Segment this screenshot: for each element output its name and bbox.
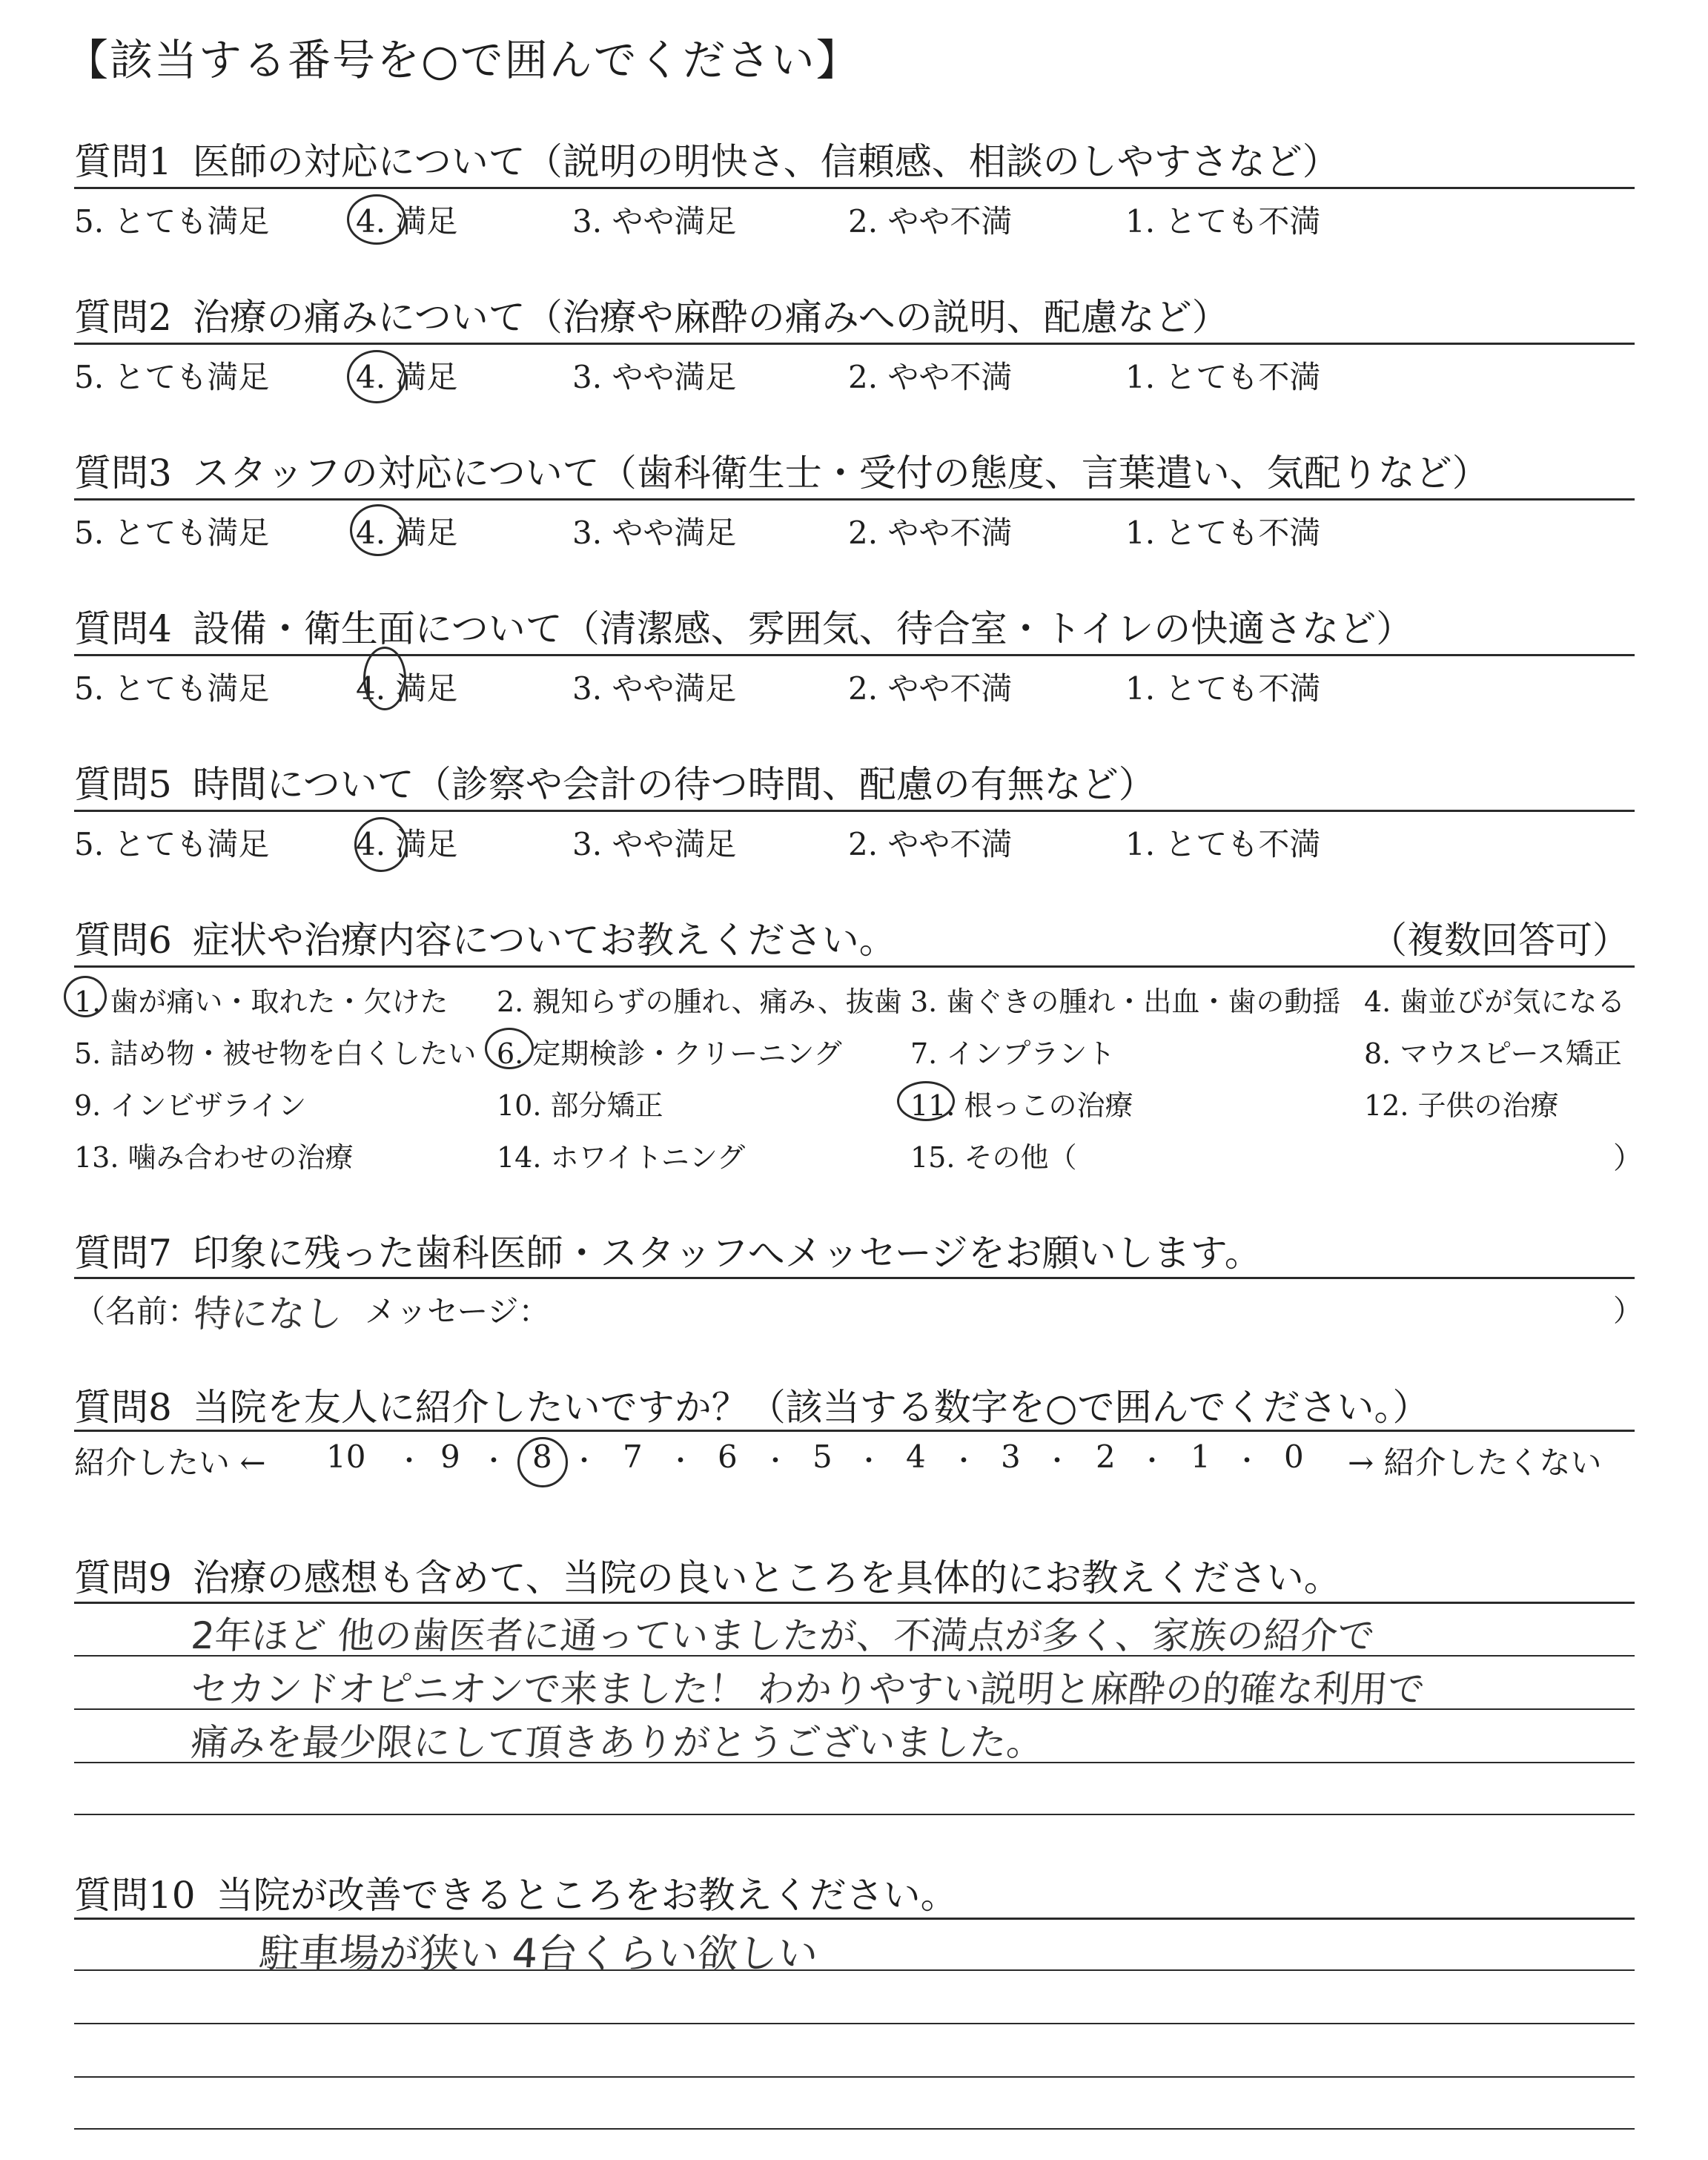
- message-label: メッセージ：: [365, 1293, 550, 1330]
- selected-circle-mark: [485, 1028, 534, 1069]
- close-paren: ）: [1613, 1294, 1643, 1328]
- question-text: 時間について（診察や会計の待つ時間、配慮の有無など）: [192, 763, 1156, 806]
- selected-circle-mark: [350, 504, 406, 556]
- question-text: 印象に残った歯科医師・スタッフへメッセージをお願いします。: [192, 1232, 1262, 1275]
- score-option[interactable]: 10: [326, 1439, 366, 1475]
- option-4[interactable]: 4. 満足: [356, 203, 458, 240]
- symptom-option[interactable]: 1. 歯が痛い・取れた・欠けた: [74, 985, 448, 1018]
- answer-line: [74, 2076, 1635, 2078]
- symptom-option[interactable]: 11. 根っこの治療: [910, 1089, 1133, 1122]
- handwritten-answer-line[interactable]: 2年ほど 他の歯医者に通っていましたが、不満点が多く、家族の紹介で: [189, 1614, 1377, 1657]
- symptom-option[interactable]: 15. その他（: [910, 1141, 1077, 1174]
- option-1[interactable]: 1. とても不満: [1125, 670, 1321, 707]
- score-option[interactable]: 1: [1191, 1439, 1211, 1475]
- separator: ・: [667, 1446, 695, 1476]
- score-option[interactable]: 8: [532, 1439, 552, 1475]
- selected-circle-mark: [897, 1081, 955, 1121]
- symptom-option[interactable]: 3. 歯ぐきの腫れ・出血・歯の動揺: [910, 985, 1341, 1018]
- option-3[interactable]: 3. やや満足: [572, 515, 737, 551]
- symptom-option[interactable]: 10. 部分矯正: [497, 1089, 663, 1122]
- divider: [74, 654, 1635, 656]
- selected-circle-mark: [354, 817, 408, 872]
- symptom-option[interactable]: 4. 歯並びが気になる: [1364, 985, 1626, 1018]
- symptom-option[interactable]: 13. 噛み合わせの治療: [74, 1141, 354, 1174]
- option-5[interactable]: 5. とても満足: [74, 826, 270, 862]
- option-2[interactable]: 2. やや不満: [848, 359, 1013, 395]
- separator: ・: [1044, 1446, 1071, 1476]
- symptom-option[interactable]: 7. インプラント: [910, 1037, 1116, 1070]
- answer-line: [74, 2128, 1635, 2130]
- recommend-left-label: 紹介したい ←: [74, 1444, 266, 1481]
- handwritten-answer-line[interactable]: セカンドオピニオンで来ました！ わかりやすい説明と麻酔の的確な利用で: [189, 1668, 1427, 1711]
- question-number: 質問10: [74, 1874, 196, 1917]
- answer-line: [74, 1918, 1635, 1920]
- option-5[interactable]: 5. とても満足: [74, 515, 270, 551]
- separator: ・: [571, 1446, 598, 1476]
- option-1[interactable]: 1. とても不満: [1125, 203, 1321, 240]
- selected-circle-mark: [347, 194, 406, 245]
- option-5[interactable]: 5. とても満足: [74, 203, 270, 240]
- question-text: 医師の対応について（説明の明快さ、信頼感、相談のしやすさなど）: [192, 140, 1340, 183]
- question-number: 質問8: [74, 1386, 172, 1429]
- option-3[interactable]: 3. やや満足: [572, 203, 737, 240]
- score-option[interactable]: 0: [1284, 1439, 1304, 1475]
- score-option[interactable]: 7: [623, 1439, 643, 1475]
- symptom-option[interactable]: 12. 子供の治療: [1364, 1089, 1559, 1122]
- question-number: 質問9: [74, 1556, 172, 1599]
- score-option[interactable]: 5: [812, 1439, 833, 1475]
- divider: [74, 343, 1635, 345]
- option-2[interactable]: 2. やや不満: [848, 515, 1013, 551]
- symptom-option[interactable]: 8. マウスピース矯正: [1364, 1037, 1622, 1070]
- answer-line: [74, 1602, 1635, 1604]
- handwritten-answer-line[interactable]: 痛みを最少限にして頂きありがとうございました。: [189, 1721, 1045, 1764]
- recommend-right-label: → 紹介したくない: [1348, 1444, 1602, 1481]
- option-4[interactable]: 4. 満足: [356, 515, 458, 551]
- selected-circle-mark: [517, 1437, 568, 1487]
- separator: ・: [762, 1446, 790, 1476]
- score-option[interactable]: 3: [1001, 1439, 1021, 1475]
- question-text: 当院が改善できるところをお教えください。: [216, 1874, 958, 1917]
- divider: [74, 187, 1635, 189]
- score-option[interactable]: 2: [1096, 1439, 1116, 1475]
- separator: ・: [950, 1446, 978, 1476]
- separator: ・: [855, 1446, 883, 1476]
- name-label: （名前：: [74, 1293, 199, 1330]
- separator: ・: [1234, 1446, 1261, 1476]
- question-text: 治療の痛みについて（治療や麻酔の痛みへの説明、配慮など）: [192, 296, 1229, 339]
- divider: [74, 810, 1635, 812]
- option-1[interactable]: 1. とても不満: [1125, 515, 1321, 551]
- score-option[interactable]: 6: [718, 1439, 738, 1475]
- score-option[interactable]: 9: [440, 1439, 460, 1475]
- option-4[interactable]: 4. 満足: [356, 359, 458, 395]
- option-2[interactable]: 2. やや不満: [848, 670, 1013, 707]
- question-number: 質問4: [74, 607, 172, 650]
- symptom-option[interactable]: 6. 定期検診・クリーニング: [497, 1037, 842, 1070]
- option-3[interactable]: 3. やや満足: [572, 670, 737, 707]
- question-text: 症状や治療内容についてお教えください。: [192, 919, 896, 962]
- symptom-option[interactable]: 5. 詰め物・被せ物を白くしたい: [74, 1037, 477, 1070]
- selected-circle-mark: [363, 647, 406, 710]
- symptom-option[interactable]: 2. 親知らずの腫れ、痛み、抜歯: [497, 985, 902, 1018]
- option-4[interactable]: 4. 満足: [356, 826, 458, 862]
- handwritten-name[interactable]: 特になし: [192, 1292, 344, 1335]
- symptom-option[interactable]: 14. ホワイトニング: [497, 1141, 746, 1174]
- question-text: 設備・衛生面について（清潔感、雰囲気、待合室・トイレの快適さなど）: [192, 607, 1414, 650]
- divider: [74, 1430, 1635, 1432]
- option-4[interactable]: 4. 満足: [356, 670, 458, 707]
- close-paren: ）: [1613, 1141, 1643, 1175]
- divider: [74, 498, 1635, 501]
- question-number: 質問1: [74, 140, 172, 183]
- answer-line: [74, 1814, 1635, 1815]
- option-2[interactable]: 2. やや不満: [848, 826, 1013, 862]
- question-number: 質問6: [74, 919, 172, 962]
- symptom-option[interactable]: 9. インビザライン: [74, 1089, 307, 1122]
- separator: ・: [1139, 1446, 1166, 1476]
- question-number: 質問2: [74, 296, 172, 339]
- question-number: 質問5: [74, 763, 172, 806]
- selected-circle-mark: [347, 350, 406, 403]
- option-2[interactable]: 2. やや不満: [848, 203, 1013, 240]
- question-text: 治療の感想も含めて、当院の良いところを具体的にお教えください。: [192, 1556, 1341, 1599]
- option-5[interactable]: 5. とても満足: [74, 359, 270, 395]
- question-text: スタッフの対応について（歯科衛生士・受付の態度、言葉遣い、気配りなど）: [192, 452, 1489, 495]
- question-number: 質問3: [74, 452, 172, 495]
- question-text: 当院を友人に紹介したいですか？（該当する数字を○で囲んでください。）: [192, 1386, 1430, 1429]
- divider: [74, 965, 1635, 968]
- option-5[interactable]: 5. とても満足: [74, 670, 270, 707]
- handwritten-answer-line[interactable]: 駐車場が狭い 4台くらい欲しい: [257, 1930, 820, 1977]
- question-number: 質問7: [74, 1232, 172, 1275]
- multiple-answer-note: （複数回答可）: [1370, 919, 1629, 962]
- separator: ・: [396, 1446, 423, 1476]
- form-heading: 【該当する番号を○で囲んでください】: [65, 35, 861, 85]
- option-3[interactable]: 3. やや満足: [572, 826, 737, 862]
- option-1[interactable]: 1. とても不満: [1125, 826, 1321, 862]
- option-3[interactable]: 3. やや満足: [572, 359, 737, 395]
- separator: ・: [480, 1446, 508, 1476]
- score-option[interactable]: 4: [906, 1439, 926, 1475]
- answer-line: [74, 2023, 1635, 2024]
- selected-circle-mark: [64, 976, 107, 1017]
- option-1[interactable]: 1. とても不満: [1125, 359, 1321, 395]
- divider: [74, 1277, 1635, 1279]
